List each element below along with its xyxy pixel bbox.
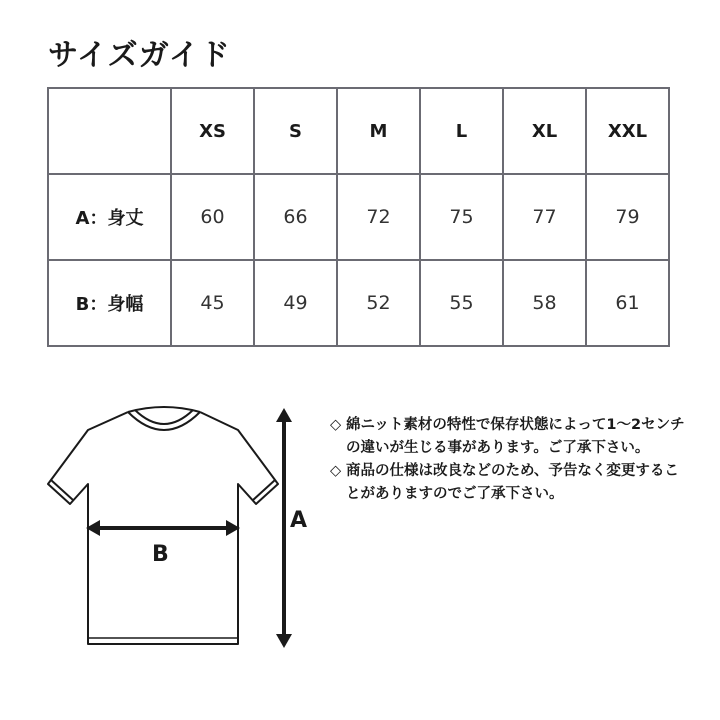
table-header-cell: XS — [171, 88, 254, 174]
table-header-cell: XL — [503, 88, 586, 174]
table-header-cell: M — [337, 88, 420, 174]
note-text: 綿ニット素材の特性で保存状態によって1〜2センチの違いが生じる事があります。ご了承下さい。 — [346, 417, 685, 456]
diamond-icon: ◇ — [330, 463, 342, 479]
diamond-icon: ◇ — [330, 417, 342, 433]
row-label: B：身幅 — [48, 260, 171, 346]
width-label: B — [152, 542, 169, 567]
table-cell: 61 — [586, 260, 669, 346]
table-cell: 79 — [586, 174, 669, 260]
length-label: A — [290, 508, 308, 533]
note-item — [330, 414, 690, 460]
length-arrow-top-head — [276, 408, 292, 422]
table-cell: 72 — [337, 174, 420, 260]
collar-inner — [135, 410, 193, 424]
table-header-cell: S — [254, 88, 337, 174]
table-header-cell — [48, 88, 171, 174]
tshirt-diagram — [40, 400, 310, 660]
table-header-row — [48, 88, 669, 174]
table-cell: 58 — [503, 260, 586, 346]
table-header-cell: L — [420, 88, 503, 174]
row-label: A：身丈 — [48, 174, 171, 260]
notes — [330, 414, 690, 506]
table-header-cell: XXL — [586, 88, 669, 174]
table-cell: 60 — [171, 174, 254, 260]
table-row — [48, 260, 669, 346]
table-cell: 49 — [254, 260, 337, 346]
table-cell: 55 — [420, 260, 503, 346]
note-item — [330, 460, 690, 506]
page-title: サイズガイド — [48, 38, 231, 73]
table-cell: 52 — [337, 260, 420, 346]
collar-back — [128, 407, 200, 412]
note-text: 商品の仕様は改良などのため、予告なく変更することがありますのでご了承下さい。 — [346, 463, 679, 502]
size-table — [47, 87, 670, 347]
length-arrow-bottom-head — [276, 634, 292, 648]
table-cell: 66 — [254, 174, 337, 260]
table-cell: 77 — [503, 174, 586, 260]
table-row — [48, 174, 669, 260]
table-cell: 75 — [420, 174, 503, 260]
table-cell: 45 — [171, 260, 254, 346]
